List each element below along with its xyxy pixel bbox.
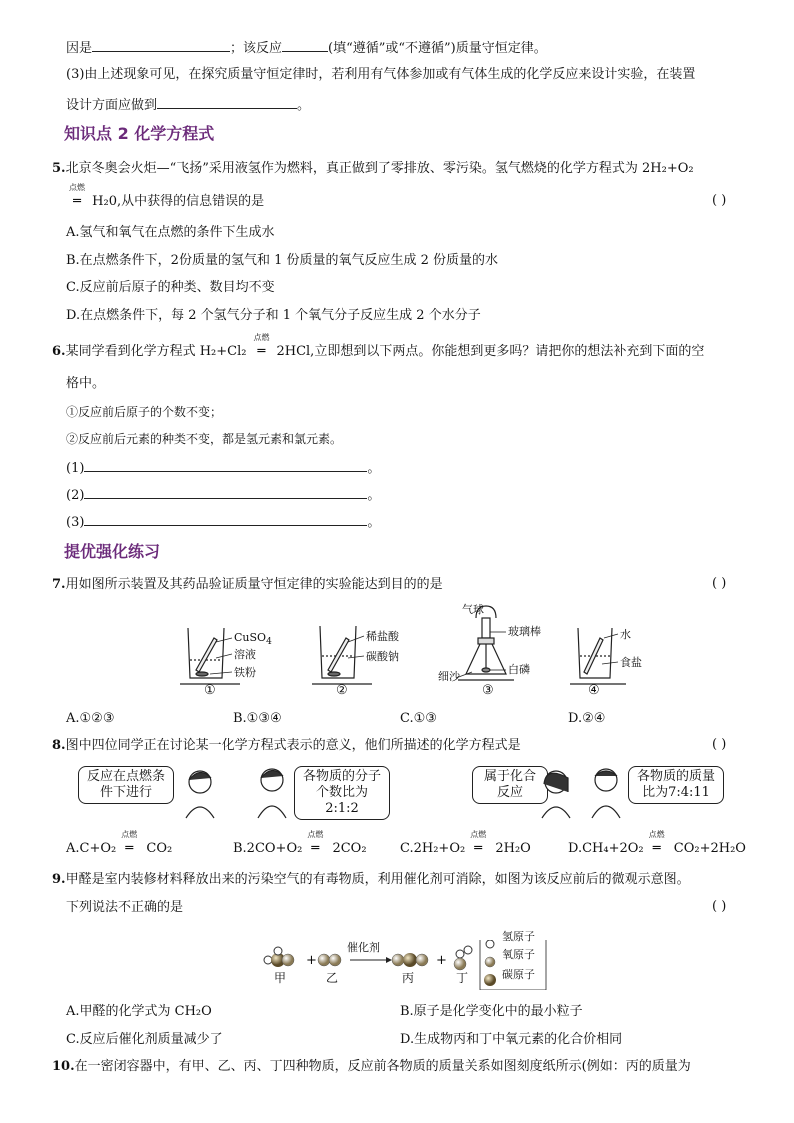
- reaction-condition: 点燃 ═: [69, 183, 85, 209]
- label-jia: 甲: [274, 971, 287, 985]
- section-heading-practice: 提优强化练习: [64, 542, 161, 561]
- q8-option-d: D.CH₄+2O₂ 点燃 ═ CO₂+2H₂O: [568, 830, 746, 856]
- q7-stem: 7.用如图所示装置及其药品验证质量守恒定律的实验能达到目的的是: [52, 577, 443, 592]
- label-salt: 食盐: [620, 656, 642, 669]
- q6-stem: 6.某同学看到化学方程式 H₂+Cl₂ 点燃 ═ 2HCl,立即想到以下两点。你能想到更多吗？请把你的想法补充到下面的空: [52, 333, 705, 359]
- q5-option-b: B.在点燃条件下，2份质量的氢气和 1 份质量的氧气反应生成 2 份质量的水: [66, 253, 499, 268]
- label-cuso4: CuSO$_4$: [234, 631, 272, 648]
- q9-option-a: A.甲醛的化学式为 CH₂O: [66, 1004, 212, 1019]
- beaker-1: [180, 628, 240, 684]
- plus-sign: +: [436, 953, 447, 968]
- answer-blank[interactable]: [84, 457, 367, 472]
- q8-option-a: A.C+O₂ 点燃 ═ CO₂: [66, 830, 173, 856]
- figure-number-1: ①: [204, 683, 216, 698]
- label-water: 水: [620, 628, 631, 641]
- figure-number-3: ③: [482, 683, 494, 698]
- q7-option-a: A.①②③: [66, 711, 115, 726]
- beaker-4: [570, 628, 626, 684]
- speech-bubble-3: 属于化合反应: [472, 766, 548, 804]
- answer-paren[interactable]: ( ): [712, 576, 727, 591]
- student-figures-left: [180, 762, 300, 822]
- label-iron-powder: 铁粉: [234, 666, 256, 679]
- label-dilute-hcl: 稀盐酸: [366, 630, 399, 643]
- q9-option-d: D.生成物丙和丁中氧元素的化合价相同: [400, 1032, 623, 1047]
- student-figures-right: [538, 762, 628, 822]
- q7-option-c: C.①③: [400, 711, 437, 726]
- speech-bubble-4: 各物质的质量比为7:4:11: [628, 766, 724, 804]
- answer-blank[interactable]: [92, 37, 230, 52]
- q10-stem: 10.在一密闭容器中，有甲、乙、丙、丁四种物质，反应前各物质的质量关系如图刻度纸所示(例如：丙的质量为: [52, 1059, 691, 1074]
- label-fine-sand: 细沙: [438, 670, 460, 683]
- reaction-condition: 点燃 ═: [253, 333, 270, 359]
- answer-paren[interactable]: ( ): [712, 737, 727, 752]
- label-bing: 丙: [402, 971, 415, 985]
- q7-option-b: B.①③④: [233, 711, 282, 726]
- label-catalyst: 催化剂: [347, 941, 380, 954]
- speech-bubble-2: 各物质的分子个数比为2:1:2: [294, 766, 390, 820]
- q9-option-b: B.原子是化学变化中的最小粒子: [400, 1004, 583, 1019]
- section-heading-knowledge-point: 知识点 2 化学方程式: [64, 124, 215, 143]
- answer-paren[interactable]: ( ): [712, 899, 727, 914]
- q6-point-1: ①反应前后原子的个数不变；: [66, 405, 223, 419]
- q6-blank-2: (2) 。: [66, 484, 380, 505]
- label-glass-rod: 玻璃棒: [508, 625, 541, 638]
- label-sodium-carbonate: 碳酸钠: [366, 650, 399, 663]
- q8-option-c: C.2H₂+O₂ 点燃 ═ 2H₂O: [400, 830, 531, 856]
- q6-stem-cont: 格中。: [66, 376, 106, 391]
- q6-point-2: ②反应前后元素的种类不变，都是氢元素和氯元素。: [66, 432, 343, 446]
- flask-3: [458, 606, 514, 680]
- figure-number-4: ④: [588, 683, 600, 698]
- q9-option-c: C.反应后催化剂质量减少了: [66, 1032, 223, 1047]
- answer-blank[interactable]: [282, 37, 328, 52]
- q7-option-d: D.②④: [568, 711, 606, 726]
- q5-option-d: D.在点燃条件下，每 2 个氢气分子和 1 个氧气分子反应生成 2 个水分子: [66, 308, 481, 323]
- legend-oxygen-atom: 氧原子: [502, 948, 535, 961]
- figure-number-2: ②: [336, 683, 348, 698]
- answer-blank[interactable]: [84, 484, 367, 499]
- label-solution: 溶液: [234, 648, 256, 661]
- answer-paren[interactable]: ( ): [712, 193, 727, 208]
- beaker-2: [312, 626, 372, 684]
- q8-option-b: B.2CO+O₂ 点燃 ═ 2CO₂: [233, 830, 367, 856]
- plus-sign: +: [306, 953, 317, 968]
- q5-option-c: C.反应前后原子的种类、数目均不变: [66, 280, 275, 295]
- q5-option-a: A.氢气和氧气在点燃的条件下生成水: [66, 225, 275, 240]
- answer-blank[interactable]: [84, 511, 367, 526]
- q5-stem-cont: 点燃 ═ H₂0,从中获得的信息错误的是: [66, 193, 264, 211]
- answer-blank[interactable]: [157, 94, 297, 109]
- q8-stem: 8.图中四位同学正在讨论某一化学方程式表示的意义，他们所描述的化学方程式是: [52, 738, 521, 753]
- q9-stem-cont: 下列说法不正确的是: [66, 900, 184, 915]
- q4-line-1: 因是 ；该反应 (填“遵循”或“不遵循”)质量守恒定律。: [66, 37, 547, 58]
- q5-stem: 5.北京冬奥会火炬—“飞扬”采用液氢作为燃料，真正做到了零排放、零污染。氢气燃烧的化学方程式为 2H₂+O₂: [52, 161, 694, 176]
- legend-hydrogen-atom: 氢原子: [502, 930, 535, 943]
- q9-stem: 9.甲醛是室内装修材料释放出来的污染空气的有毒物质，利用催化剂可消除，如图为该反应前后的微观示意图。: [52, 872, 690, 887]
- q6-blank-1: (1) 。: [66, 457, 380, 478]
- label-yi: 乙: [326, 971, 339, 985]
- legend-carbon-atom: 碳原子: [502, 968, 535, 981]
- label-ding: 丁: [456, 971, 469, 985]
- speech-bubble-1: 反应在点燃条件下进行: [78, 766, 174, 804]
- q4-part3-line: (3)由上述现象可见，在探究质量守恒定律时，若利用有气体参加或有气体生成的化学反应来设计实验，在装置: [66, 67, 696, 82]
- q6-blank-3: (3) 。: [66, 511, 380, 532]
- q4-part3-line-2: 设计方面应做到 。: [66, 94, 310, 115]
- label-white-phosphorus: 白磷: [508, 663, 530, 676]
- label-balloon: 气球: [462, 603, 484, 616]
